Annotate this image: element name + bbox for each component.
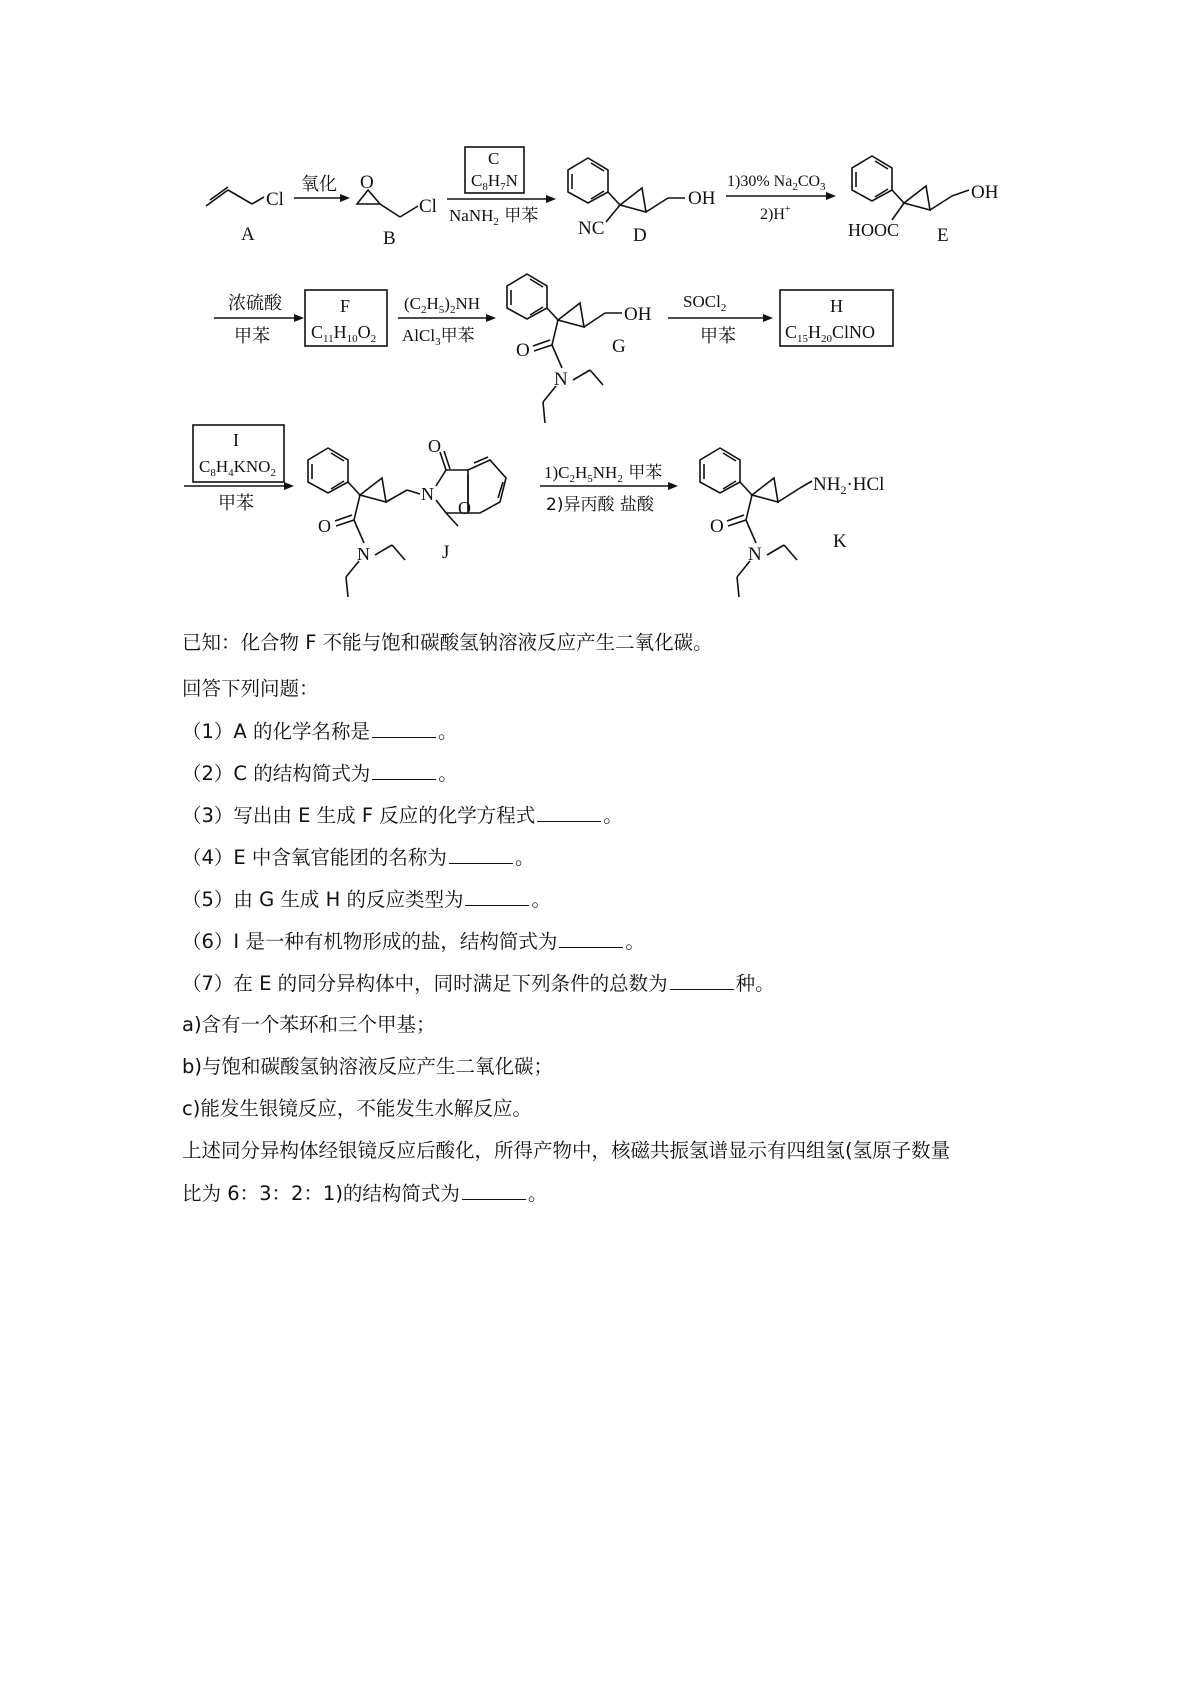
svg-text:N: N xyxy=(357,544,370,564)
compound-H-box xyxy=(780,290,893,346)
D-label: D xyxy=(633,225,647,246)
arrow-J-to-K xyxy=(540,463,678,515)
compound-D xyxy=(568,158,716,246)
svg-text:NH2·HCl: $NH_2\cdot HCl$ xyxy=(813,474,885,497)
svg-text:C8H4KNO2: $C_8H_4KNO_2$ xyxy=(199,457,276,479)
answer-blank[interactable] xyxy=(670,971,734,990)
answer-blank[interactable] xyxy=(372,719,436,738)
D-cn: NC xyxy=(578,218,605,239)
answer-blank[interactable] xyxy=(462,1181,526,1200)
condition-b: b)与饱和碳酸氢钠溶液反应产生二氧化碳； xyxy=(182,1055,553,1078)
svg-text:K: K xyxy=(833,531,847,552)
answer-blank[interactable] xyxy=(449,845,513,864)
svg-text:G: G xyxy=(612,336,626,357)
E-label: E xyxy=(937,225,949,246)
compound-F-box xyxy=(305,290,387,346)
svg-text:甲苯: 甲苯 xyxy=(218,493,254,514)
svg-text:2)异丙酸 盐酸: 2)异丙酸 盐酸 xyxy=(546,495,654,515)
arrow-G-to-H xyxy=(668,292,773,347)
svg-text:O: O xyxy=(516,340,530,361)
svg-text:N: N xyxy=(748,544,762,565)
B-label: B xyxy=(383,228,396,249)
svg-text:O: O xyxy=(710,516,724,537)
question-3: （3）写出由 E 生成 F 反应的化学方程式 。 xyxy=(182,804,623,827)
E-oh: OH xyxy=(971,182,999,203)
reaction-scheme xyxy=(0,0,1200,600)
condition-a: a)含有一个苯环和三个甲基； xyxy=(182,1013,436,1036)
svg-text:C15H20ClNO: $C_{15}H_{20}ClNO$ xyxy=(785,322,876,345)
condition-c: c)能发生银镜反应，不能发生水解反应。 xyxy=(182,1097,532,1120)
C-box-label: C xyxy=(488,149,500,168)
arrow-B-to-D xyxy=(447,147,556,228)
svg-text:N: N xyxy=(421,484,434,504)
E-cooh: HOOC xyxy=(848,220,900,240)
compound-E xyxy=(848,156,999,246)
compound-J xyxy=(308,436,506,597)
answer-blank[interactable] xyxy=(372,761,436,780)
question-7: （7）在 E 的同分异构体中，同时满足下列条件的总数为 种。 xyxy=(182,972,775,995)
svg-text:1)C2H5NH2 甲苯: $1)C_2H_5NH_2$ 甲苯 xyxy=(544,463,663,485)
question-4: （4）E 中含氧官能团的名称为 。 xyxy=(182,846,535,869)
svg-text:F: F xyxy=(340,296,351,316)
svg-text:O: O xyxy=(428,436,441,456)
compound-A xyxy=(206,187,284,245)
answer-blank[interactable] xyxy=(559,929,623,948)
question-2: （2）C 的结构简式为 。 xyxy=(182,762,458,785)
D-oh: OH xyxy=(688,188,716,209)
svg-text:NaNH2 甲苯: NaNH$_2$ 甲苯 xyxy=(449,206,539,228)
svg-text:OH: OH xyxy=(624,304,652,325)
svg-text:甲苯: 甲苯 xyxy=(700,326,736,347)
svg-text:H: H xyxy=(830,296,843,316)
svg-text:C8H7N: $C_8H_7N$ xyxy=(471,171,518,193)
question-1: （1）A 的化学名称是 。 xyxy=(182,720,458,743)
arrow-F-to-G xyxy=(398,294,496,348)
svg-text:SOCl2: SOCl$_2$ xyxy=(683,292,727,314)
arrow-E-to-F xyxy=(214,293,304,347)
svg-text:I: I xyxy=(233,430,239,450)
final-question-line1: 上述同分异构体经银镜反应后酸化，所得产物中，核磁共振氢谱显示有四组氢(氢原子数量 xyxy=(182,1139,951,1162)
svg-text:(C2H5)2NH: $(C_2H_5)_2NH$ xyxy=(404,294,481,316)
arrow-H-to-J xyxy=(184,425,294,514)
svg-text:AlCl3甲苯: AlCl$_3$甲苯 xyxy=(402,326,475,348)
answer-blank[interactable] xyxy=(465,887,529,906)
svg-text:C11H10O2: $C_{11}H_{10}O_2$ xyxy=(311,322,377,345)
known-condition: 已知：化合物 F 不能与饱和碳酸氢钠溶液反应产生二氧化碳。 xyxy=(182,631,713,654)
A-cl: Cl xyxy=(266,189,284,210)
svg-text:1)30% Na2CO3: 1)30% $Na_2CO_3$ xyxy=(727,173,826,193)
svg-text:O: O xyxy=(318,516,331,536)
arrow-A-to-B xyxy=(294,174,350,202)
compound-G xyxy=(507,274,652,423)
svg-text:J: J xyxy=(442,542,450,563)
B-o: O xyxy=(360,172,374,193)
svg-text:N: N xyxy=(554,369,568,390)
svg-text:2)H+: 2)H+ xyxy=(760,204,791,223)
svg-text:浓硫酸: 浓硫酸 xyxy=(228,293,282,314)
question-5: （5）由 G 生成 H 的反应类型为 。 xyxy=(182,888,551,911)
arrow-D-to-E xyxy=(726,173,836,223)
questions-intro: 回答下列问题： xyxy=(182,677,319,700)
answer-blank[interactable] xyxy=(537,803,601,822)
reagent-oxidation: 氧化 xyxy=(301,174,337,195)
question-6: （6）I 是一种有机物形成的盐，结构简式为 。 xyxy=(182,930,645,953)
final-question-line2: 比为 6：3：2：1)的结构简式为 。 xyxy=(182,1182,548,1205)
compound-K xyxy=(700,448,884,597)
B-cl: Cl xyxy=(419,196,437,217)
A-label: A xyxy=(241,224,255,245)
compound-B xyxy=(357,172,437,249)
svg-text:O: O xyxy=(458,498,471,518)
svg-text:甲苯: 甲苯 xyxy=(234,326,270,347)
